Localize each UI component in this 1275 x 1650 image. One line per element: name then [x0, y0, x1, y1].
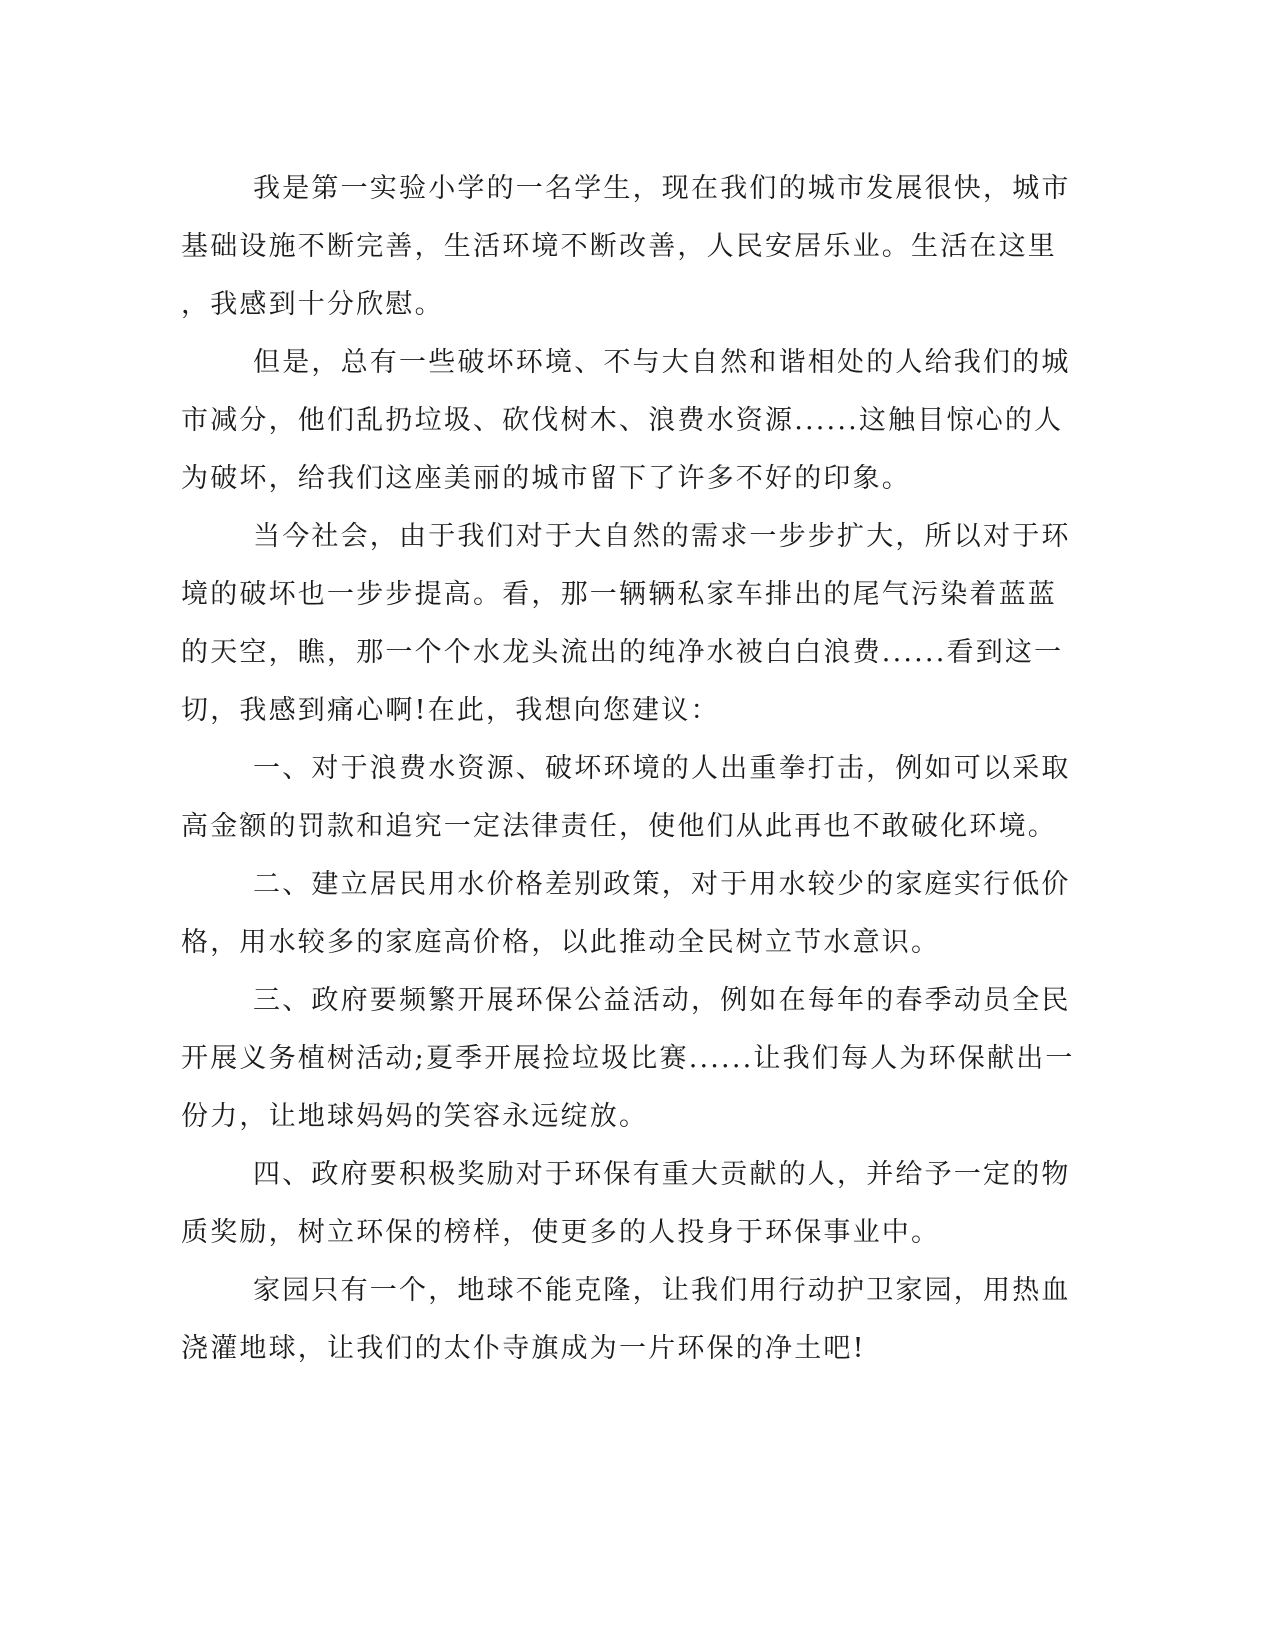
paragraph-2-line-3: 为破坏，给我们这座美丽的城市留下了许多不好的印象。 [181, 463, 911, 494]
paragraph-6-line-1: 三、政府要频繁开展环保公益活动，例如在每年的春季动员全民 [253, 985, 1071, 1016]
paragraph-7-line-2: 质奖励，树立环保的榜样，使更多的人投身于环保事业中。 [181, 1217, 941, 1248]
paragraph-3-line-1: 当今社会，由于我们对于大自然的需求一步步扩大，所以对于环 [253, 521, 1071, 552]
paragraph-3-line-4: 切，我感到痛心啊!在此，我想向您建议： [181, 695, 720, 726]
paragraph-2-line-1: 但是，总有一些破坏环境、不与大自然和谐相处的人给我们的城 [253, 347, 1071, 378]
paragraph-6-line-3: 份力，让地球妈妈的笑容永远绽放。 [181, 1101, 649, 1132]
paragraph-1-line-3: ，我感到十分欣慰。 [181, 289, 444, 320]
paragraph-2-line-2: 市减分，他们乱扔垃圾、砍伐树木、浪费水资源......这触目惊心的人 [181, 405, 1064, 436]
paragraph-8-line-2: 浇灌地球，让我们的太仆寺旗成为一片环保的净土吧! [181, 1333, 866, 1364]
document-body [181, 160, 1081, 1378]
paragraph-4-line-2: 高金额的罚款和追究一定法律责任，使他们从此再也不敢破化环境。 [181, 811, 1057, 842]
paragraph-3-line-3: 的天空，瞧，那一个个水龙头流出的纯净水被白白浪费......看到这一 [181, 637, 1064, 668]
paragraph-7-line-1: 四、政府要积极奖励对于环保有重大贡献的人，并给予一定的物 [253, 1159, 1071, 1190]
paragraph-5-line-1: 二、建立居民用水价格差别政策，对于用水较少的家庭实行低价 [253, 869, 1071, 900]
paragraph-5-line-2: 格，用水较多的家庭高价格，以此推动全民树立节水意识。 [181, 927, 941, 958]
paragraph-4-line-1: 一、对于浪费水资源、破坏环境的人出重拳打击，例如可以采取 [253, 753, 1071, 784]
paragraph-6-line-2: 开展义务植树活动;夏季开展捡垃圾比赛......让我们每人为环保献出一 [181, 1043, 1075, 1074]
paragraph-3-line-2: 境的破坏也一步步提高。看，那一辆辆私家车排出的尾气污染着蓝蓝 [181, 579, 1057, 610]
paragraph-8-line-1: 家园只有一个，地球不能克隆，让我们用行动护卫家园，用热血 [253, 1275, 1071, 1306]
paragraph-1-line-2: 基础设施不断完善，生活环境不断改善，人民安居乐业。生活在这里 [181, 231, 1057, 262]
paragraph-1-line-1: 我是第一实验小学的一名学生，现在我们的城市发展很快，城市 [253, 173, 1071, 204]
